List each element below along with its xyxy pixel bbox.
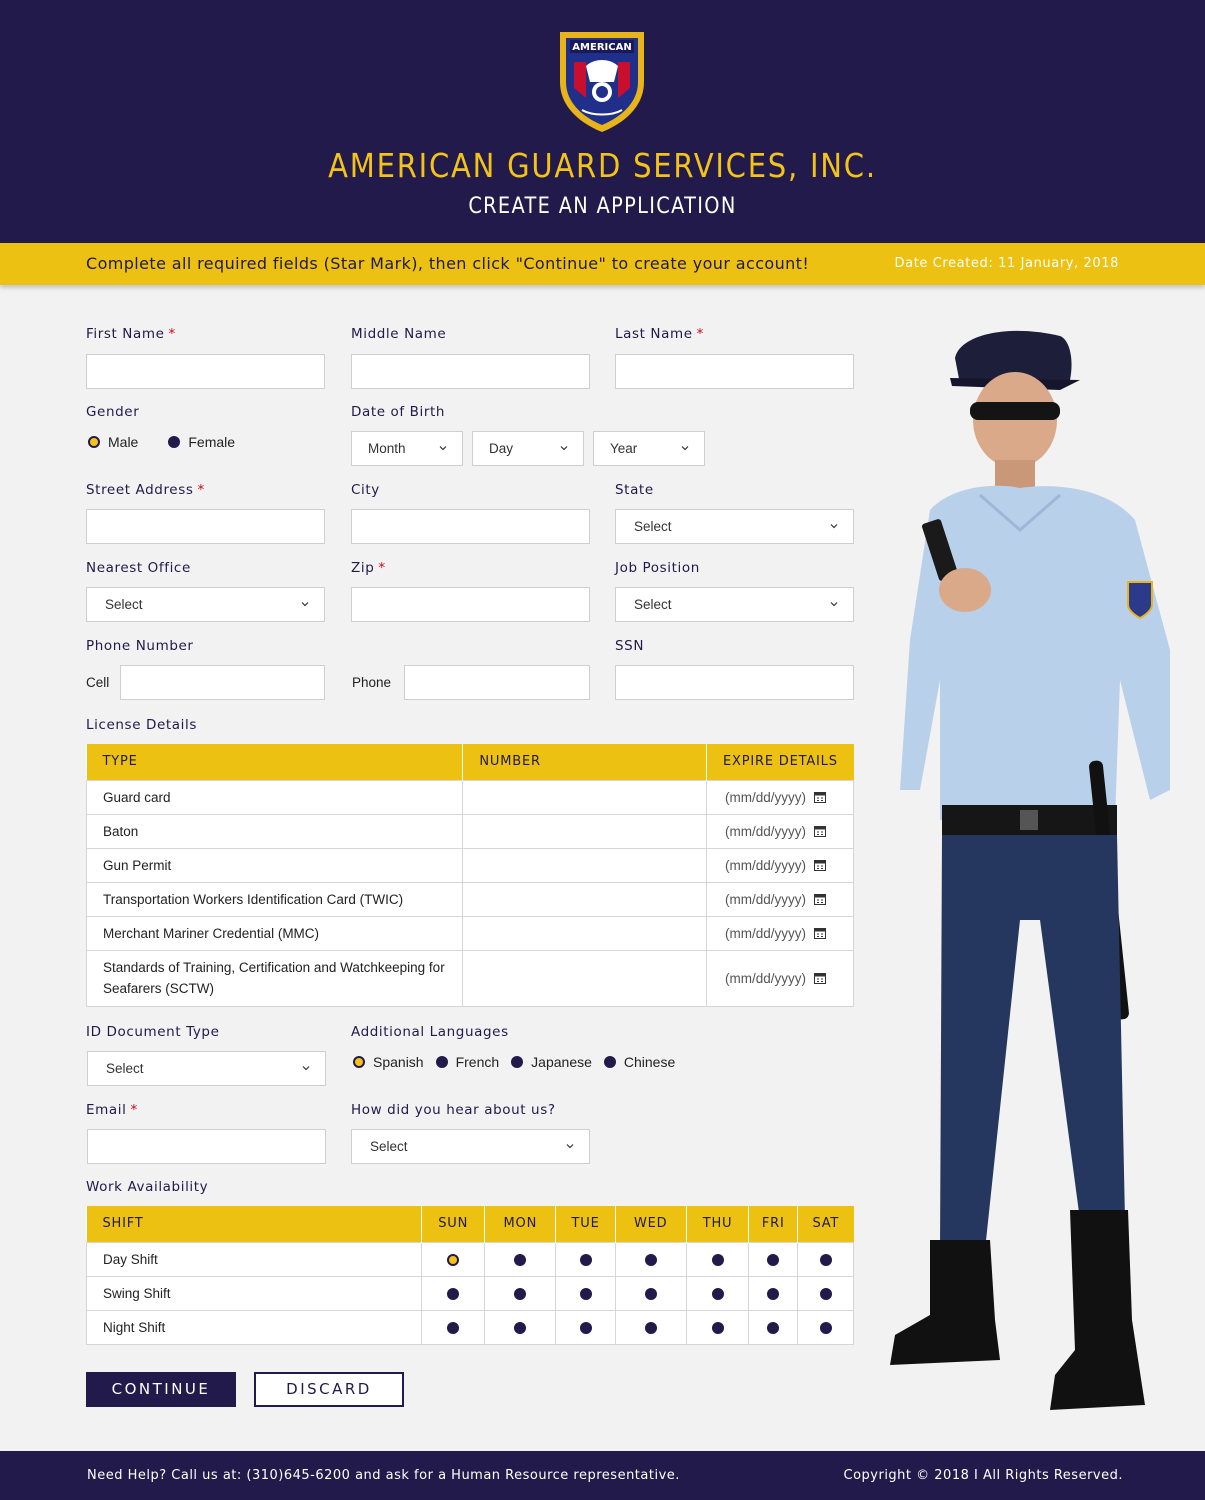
- email-input[interactable]: [87, 1129, 326, 1164]
- shift-name-cell: Swing Shift: [87, 1276, 422, 1310]
- availability-radio[interactable]: [749, 1310, 798, 1344]
- calendar-icon[interactable]: [814, 972, 826, 984]
- table-row: [87, 814, 854, 848]
- availability-radio[interactable]: [556, 1310, 616, 1344]
- last-name-input[interactable]: [615, 354, 854, 389]
- phone-label: Phone: [352, 675, 392, 690]
- page-footer: [0, 1451, 1205, 1500]
- license-table: [86, 744, 854, 1007]
- shift-name-cell: Day Shift: [87, 1242, 422, 1276]
- license-expire-date-input[interactable]: (mm/dd/yyyy): [707, 780, 854, 814]
- column-header-day: THU: [686, 1206, 749, 1242]
- license-type-cell: Gun Permit: [87, 848, 463, 882]
- middle-name-label: Middle Name: [351, 326, 447, 342]
- table-row: [87, 950, 854, 1006]
- chevron-down-icon: [829, 521, 839, 531]
- column-header-type: TYPE: [87, 744, 463, 780]
- availability-radio[interactable]: [556, 1276, 616, 1310]
- id-document-type-label: ID Document Type: [86, 1024, 220, 1040]
- zip-input[interactable]: [351, 587, 590, 622]
- chevron-down-icon: [301, 1063, 311, 1073]
- gender-female-radio[interactable]: Female: [168, 434, 235, 450]
- copyright-text: Copyright © 2018 I All Rights Reserved.: [843, 1468, 1123, 1483]
- date-created-label: Date Created:: [894, 256, 994, 271]
- license-expire-date-input[interactable]: (mm/dd/yyyy): [707, 848, 854, 882]
- availability-radio[interactable]: [422, 1276, 485, 1310]
- instructions-text: Complete all required fields (Star Mark), then click "Continue" to create your account!: [86, 254, 810, 273]
- street-address-input[interactable]: [86, 509, 325, 544]
- language-french-option[interactable]: French: [436, 1054, 500, 1070]
- cell-label: Cell: [86, 675, 110, 690]
- license-number-input[interactable]: [463, 848, 707, 882]
- calendar-icon[interactable]: [814, 893, 826, 905]
- license-number-input[interactable]: [463, 780, 707, 814]
- additional-languages-label: Additional Languages: [351, 1024, 509, 1040]
- calendar-icon[interactable]: [814, 791, 826, 803]
- availability-radio[interactable]: [485, 1242, 556, 1276]
- table-row: [87, 780, 854, 814]
- ssn-input[interactable]: [615, 665, 854, 700]
- availability-radio[interactable]: [615, 1310, 686, 1344]
- languages-group: [353, 1054, 675, 1070]
- date-created: [895, 256, 1119, 271]
- gender-label: Gender: [86, 404, 140, 420]
- availability-radio[interactable]: [615, 1276, 686, 1310]
- state-label: State: [615, 482, 654, 498]
- availability-radio[interactable]: [485, 1310, 556, 1344]
- page-subtitle: CREATE AN APPLICATION: [468, 194, 737, 219]
- license-type-cell: Guard card: [87, 780, 463, 814]
- svg-text:AMERICAN: AMERICAN: [572, 42, 632, 53]
- availability-radio[interactable]: [422, 1310, 485, 1344]
- phone-number-label: Phone Number: [86, 638, 194, 654]
- availability-radio[interactable]: [686, 1242, 749, 1276]
- help-text: Need Help? Call us at: (310)645-6200 and ask for a Human Resource representative.: [87, 1468, 680, 1483]
- date-created-value: 11 January, 2018: [998, 256, 1119, 271]
- calendar-icon[interactable]: [814, 859, 826, 871]
- gender-radio-group: [88, 434, 235, 450]
- availability-radio[interactable]: [798, 1276, 854, 1310]
- discard-button[interactable]: DISCARD: [254, 1372, 404, 1407]
- dob-day-select[interactable]: Day: [472, 431, 584, 466]
- calendar-icon[interactable]: [814, 825, 826, 837]
- license-type-cell: Transportation Workers Identification Card (TWIC): [87, 882, 463, 916]
- column-header-day: SUN: [422, 1206, 485, 1242]
- continue-button[interactable]: CONTINUE: [86, 1372, 236, 1407]
- first-name-label: First Name *: [86, 326, 176, 342]
- nearest-office-label: Nearest Office: [86, 560, 191, 576]
- chevron-down-icon: [438, 443, 448, 453]
- work-availability-label: Work Availability: [86, 1179, 209, 1195]
- availability-radio[interactable]: [485, 1276, 556, 1310]
- column-header-day: SAT: [798, 1206, 854, 1242]
- availability-radio[interactable]: [749, 1276, 798, 1310]
- license-number-input[interactable]: [463, 814, 707, 848]
- license-expire-date-input[interactable]: (mm/dd/yyyy): [707, 916, 854, 950]
- chevron-down-icon: [559, 443, 569, 453]
- street-address-label: Street Address *: [86, 482, 205, 498]
- first-name-input[interactable]: [86, 354, 325, 389]
- email-label: Email *: [86, 1102, 138, 1118]
- city-label: City: [351, 482, 380, 498]
- chevron-down-icon: [680, 443, 690, 453]
- column-header-day: MON: [485, 1206, 556, 1242]
- chevron-down-icon: [300, 599, 310, 609]
- table-row: [87, 916, 854, 950]
- security-guard-image: [870, 320, 1190, 1430]
- column-header-day: WED: [615, 1206, 686, 1242]
- column-header-day: FRI: [749, 1206, 798, 1242]
- license-expire-date-input[interactable]: (mm/dd/yyyy): [707, 882, 854, 916]
- calendar-icon[interactable]: [814, 927, 826, 939]
- date-of-birth-label: Date of Birth: [351, 404, 446, 420]
- dob-year-select[interactable]: Year: [593, 431, 705, 466]
- city-input[interactable]: [351, 509, 590, 544]
- language-japanese-option[interactable]: Japanese: [511, 1054, 592, 1070]
- middle-name-input[interactable]: [351, 354, 590, 389]
- license-type-cell: Standards of Training, Certification and Watchkeeping for Seafarers (SCTW): [87, 950, 463, 1006]
- cell-input[interactable]: [120, 665, 325, 700]
- zip-label: Zip *: [351, 560, 386, 576]
- language-chinese-option[interactable]: Chinese: [604, 1054, 675, 1070]
- ssn-label: SSN: [615, 638, 645, 654]
- column-header-day: TUE: [556, 1206, 616, 1242]
- company-logo-shield-icon: [556, 26, 648, 134]
- last-name-label: Last Name *: [615, 326, 704, 342]
- phone-input[interactable]: [404, 665, 590, 700]
- language-spanish-option[interactable]: Spanish: [353, 1054, 424, 1070]
- table-row: [87, 1242, 854, 1276]
- state-select[interactable]: Select: [615, 509, 854, 544]
- license-table-header: [87, 744, 854, 780]
- license-number-input[interactable]: [463, 916, 707, 950]
- shift-name-cell: Night Shift: [87, 1310, 422, 1344]
- availability-table-header: [87, 1206, 854, 1242]
- availability-radio[interactable]: [686, 1276, 749, 1310]
- availability-radio[interactable]: [686, 1310, 749, 1344]
- column-header-expire: EXPIRE DETAILS: [707, 744, 854, 780]
- license-expire-date-input[interactable]: (mm/dd/yyyy): [707, 950, 854, 1006]
- license-type-cell: Merchant Mariner Credential (MMC): [87, 916, 463, 950]
- availability-table: [86, 1206, 854, 1345]
- table-row: [87, 848, 854, 882]
- chevron-down-icon: [829, 599, 839, 609]
- license-details-label: License Details: [86, 717, 197, 733]
- dob-month-select[interactable]: Month: [351, 431, 463, 466]
- availability-radio[interactable]: [798, 1310, 854, 1344]
- how-heard-label: How did you hear about us?: [351, 1102, 556, 1118]
- license-number-input[interactable]: [463, 950, 707, 1006]
- gender-male-radio[interactable]: Male: [88, 434, 138, 450]
- job-position-label: Job Position: [615, 560, 700, 576]
- column-header-shift: SHIFT: [87, 1206, 422, 1242]
- availability-radio[interactable]: [422, 1242, 485, 1276]
- availability-radio[interactable]: [798, 1242, 854, 1276]
- column-header-number: NUMBER: [463, 744, 707, 780]
- id-document-type-select[interactable]: Select: [87, 1051, 326, 1086]
- instructions-bar: [0, 243, 1205, 285]
- license-expire-date-input[interactable]: (mm/dd/yyyy): [707, 814, 854, 848]
- chevron-down-icon: [565, 1141, 575, 1151]
- availability-radio[interactable]: [556, 1242, 616, 1276]
- job-position-select[interactable]: Select: [615, 587, 854, 622]
- license-number-input[interactable]: [463, 882, 707, 916]
- license-type-cell: Baton: [87, 814, 463, 848]
- table-row: [87, 882, 854, 916]
- table-row: [87, 1276, 854, 1310]
- availability-radio[interactable]: [749, 1242, 798, 1276]
- page-header: [0, 0, 1205, 243]
- how-heard-select[interactable]: Select: [351, 1129, 590, 1164]
- nearest-office-select[interactable]: Select: [86, 587, 325, 622]
- availability-radio[interactable]: [615, 1242, 686, 1276]
- company-name: AMERICAN GUARD SERVICES, INC.: [328, 146, 877, 185]
- table-row: [87, 1310, 854, 1344]
